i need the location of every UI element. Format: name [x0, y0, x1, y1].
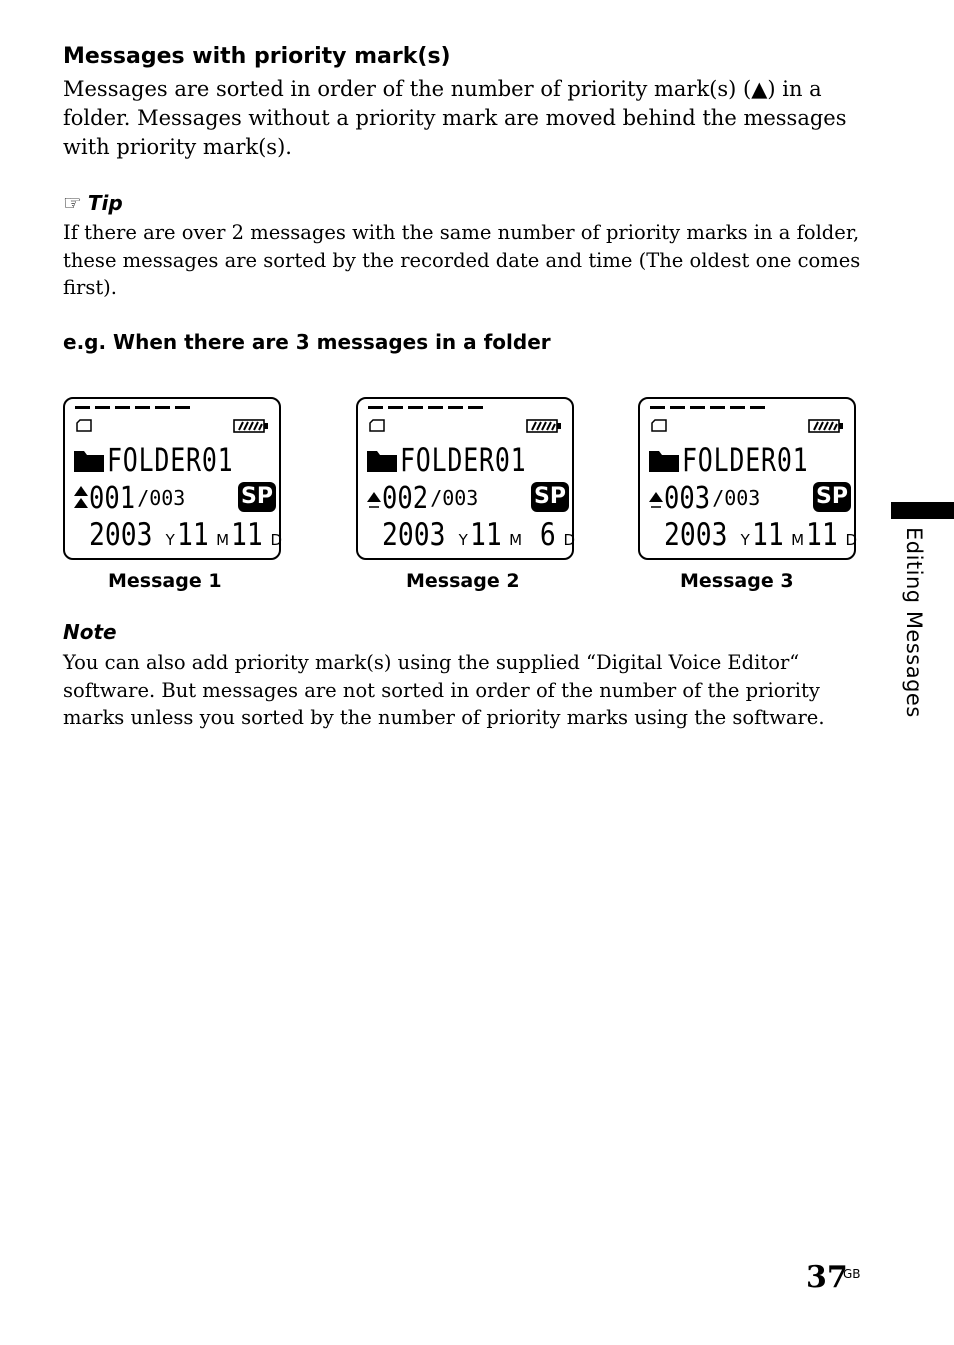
- section-body: Messages are sorted in order of the number of priority mark(s) (▲) in a folder. Messages without a priority mark are moved behind the messages with priority mark(s).: [63, 77, 847, 159]
- year-unit: Y: [740, 531, 750, 549]
- priority-mark-icon: [73, 483, 89, 513]
- page-number: 37: [806, 1260, 848, 1295]
- sp-mode-badge: SP: [813, 482, 851, 512]
- folder-row: [366, 443, 562, 477]
- date-day: 11: [231, 517, 263, 553]
- level-meter-dashes: [650, 406, 770, 409]
- message-number: 002: [382, 480, 429, 516]
- message-total: /003: [137, 486, 186, 510]
- memory-icon: [651, 419, 667, 432]
- note-body: You can also add priority mark(s) using the supplied “Digital Voice Editor“ software. But messages are not sorted in order of the number of the priority marks unless you sorted by the number of priority marks using the software.: [63, 651, 825, 729]
- example-heading: e.g. When there are 3 messages in a folder: [63, 330, 551, 354]
- date-day: 6: [524, 517, 556, 553]
- tip-body: If there are over 2 messages with the same number of priority marks in a folder, these messages are sorted by the recorded date and time (The oldest one comes first).: [63, 221, 861, 299]
- message-total: /003: [430, 486, 479, 510]
- level-meter-dashes: [75, 406, 195, 409]
- lcd-display-message-3: [638, 397, 856, 560]
- folder-icon: [648, 447, 680, 473]
- folder-icon: [73, 447, 105, 473]
- date-row: [382, 517, 577, 553]
- day-unit: D: [270, 531, 282, 549]
- month-unit: M: [509, 531, 523, 549]
- caption-message-3: Message 3: [680, 570, 794, 592]
- date-month: 11: [469, 517, 502, 553]
- message-number-row: [73, 481, 278, 515]
- level-meter-dashes: [368, 406, 488, 409]
- message-number: 003: [664, 480, 711, 516]
- year-unit: Y: [165, 531, 175, 549]
- folder-icon: [366, 447, 398, 473]
- caption-message-1: Message 1: [108, 570, 222, 592]
- day-unit: D: [563, 531, 575, 549]
- year-unit: Y: [458, 531, 468, 549]
- message-total: /003: [712, 486, 761, 510]
- folder-row: [648, 443, 844, 477]
- folder-name: FOLDER01: [682, 441, 809, 479]
- section-tab-marker: [891, 502, 954, 519]
- folder-row: [73, 443, 269, 477]
- folder-name: FOLDER01: [107, 441, 234, 479]
- battery-icon: [808, 419, 844, 433]
- message-number-row: [366, 481, 571, 515]
- tip-label: Tip: [87, 191, 123, 215]
- tip-heading: [63, 191, 123, 215]
- folder-name: FOLDER01: [400, 441, 527, 479]
- caption-message-2: Message 2: [406, 570, 520, 592]
- pointing-hand-icon: ☞: [63, 191, 82, 215]
- battery-icon: [233, 419, 269, 433]
- section-tab-label: Editing Messages: [902, 527, 926, 718]
- memory-icon: [369, 419, 385, 432]
- section-title: Messages with priority mark(s): [63, 44, 451, 69]
- date-row: [89, 517, 284, 553]
- date-row: [664, 517, 859, 553]
- memory-icon: [76, 419, 92, 432]
- date-year: 2003: [664, 517, 728, 553]
- sp-mode-badge: SP: [238, 482, 276, 512]
- date-year: 2003: [382, 517, 446, 553]
- date-month: 11: [751, 517, 784, 553]
- message-number: 001: [89, 480, 136, 516]
- note-heading: Note: [63, 620, 117, 644]
- message-number-row: [648, 481, 853, 515]
- priority-mark-icon: [366, 483, 382, 513]
- lcd-display-message-2: [356, 397, 574, 560]
- month-unit: M: [791, 531, 805, 549]
- day-unit: D: [845, 531, 857, 549]
- sp-mode-badge: SP: [531, 482, 569, 512]
- priority-mark-icon: [648, 483, 664, 513]
- month-unit: M: [216, 531, 230, 549]
- date-month: 11: [176, 517, 209, 553]
- page-number-suffix: GB: [843, 1267, 861, 1281]
- lcd-display-message-1: [63, 397, 281, 560]
- date-day: 11: [806, 517, 838, 553]
- date-year: 2003: [89, 517, 153, 553]
- battery-icon: [526, 419, 562, 433]
